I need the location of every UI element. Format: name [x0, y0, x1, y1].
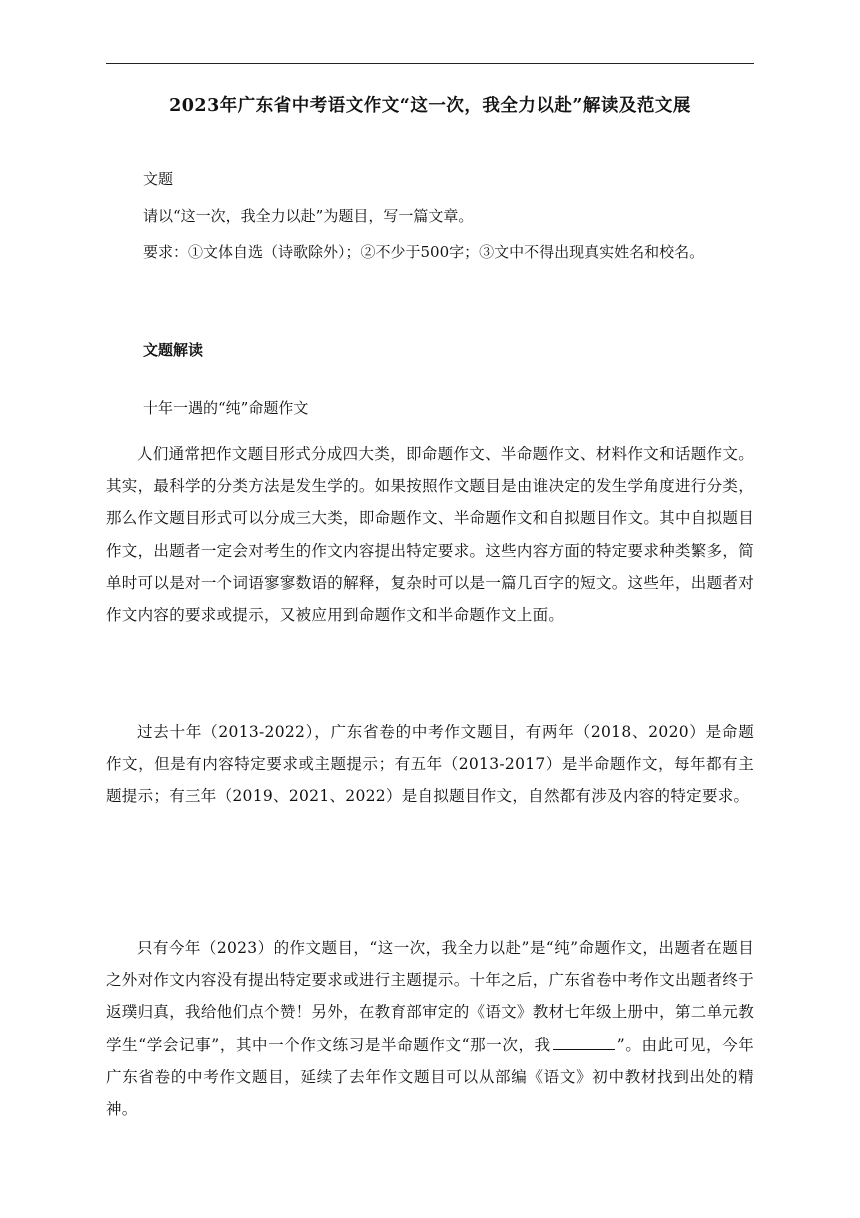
document-title: 2023年广东省中考语文作文“这一次，我全力以赴”解读及范文展	[169, 96, 691, 116]
fill-blank-line	[553, 1033, 615, 1050]
header-rule	[106, 63, 754, 64]
paragraph-2: 过去十年（2013-2022），广东省卷的中考作文题目，有两年（2018、2020）是命题作文，但是有内容特定要求或主题提示；有五年（2013-2017）是半命题作文，每年都有主题提示；有三年（2019、2021、2022）是自拟题目作文，自然都有涉及内容的特定要求。	[106, 723, 754, 806]
section-heading: 文题解读	[143, 341, 204, 359]
subheading: 十年一遇的“纯”命题作文	[143, 399, 309, 417]
paragraph-1: 人们通常把作文题目形式分成四大类，即命题作文、半命题作文、材料作文和话题作文。其实，最科学的分类方法是发生学的。如果按照作文题目是由谁决定的发生学角度进行分类，那么作文题目形式可以分成三大类，即命题作文、半命题作文和自拟题目作文。其中自拟题目作文，出题者一定会对考生的作文内容提出特定要求。这些内容方面的特定要求种类繁多，简单时可以是对一个词语寥寥数语的解释，复杂时可以是一篇几百字的短文。这些年，出题者对作文内容的要求或提示，又被应用到命题作文和半命题作文上面。	[106, 445, 754, 625]
paragraph-3-part-1: 只有今年（2023）的作文题目，“这一次，我全力以赴”是“纯”命题作文，出题者在题目之外对作文内容没有提出特定要求或进行主题提示。十年之后，广东省卷中考作文出题者终于返璞归真，我给他们点个赞！另外，在教育部审定的《语文》教材七年级上册中，第二单元教学生“学会记事”，其中一个作文练习是半命题作文“那一次，我	[106, 939, 754, 1054]
prompt-text: 请以“这一次，我全力以赴”为题目，写一篇文章。	[143, 207, 474, 225]
prompt-heading: 文题	[143, 170, 174, 188]
paragraph-3-part-2: ”。由此可见，今年广东省卷的中考作文题目，延续了去年作文题目可以从部编《语文》初中教材找到出处的精神。	[106, 1035, 754, 1119]
paragraph-3	[106, 932, 754, 1125]
requirements-text: 要求：①文体自选（诗歌除外）；②不少于500字；③文中不得出现真实姓名和校名。	[143, 243, 705, 261]
